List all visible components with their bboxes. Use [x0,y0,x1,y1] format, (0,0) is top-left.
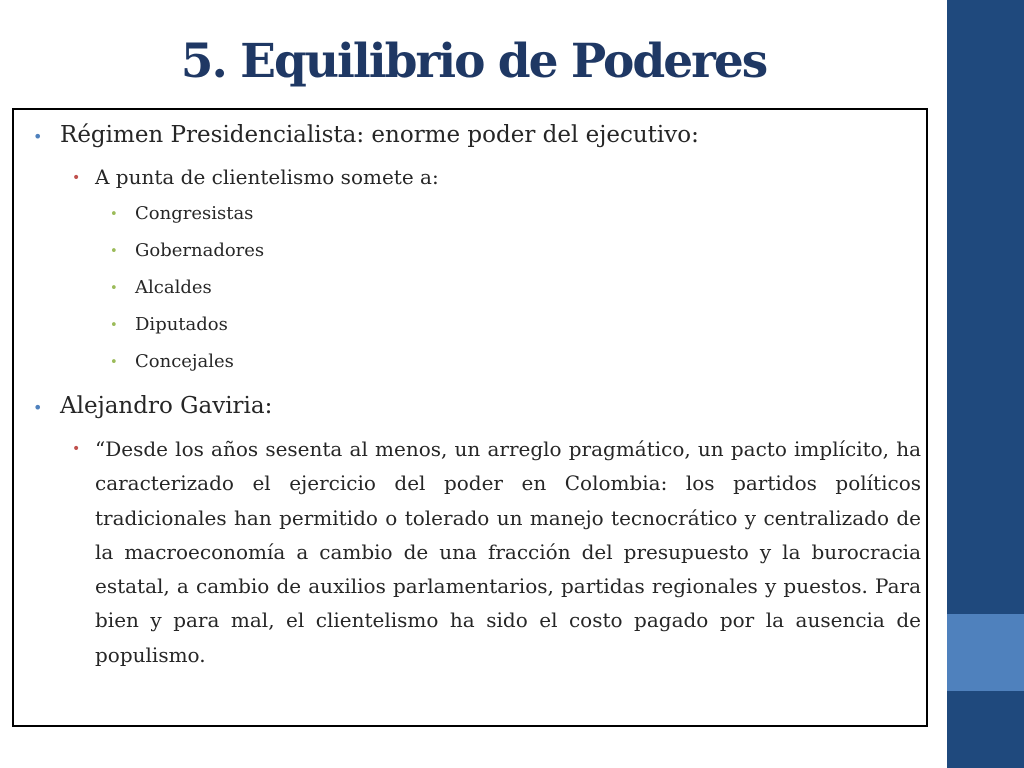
sidebar-accent-light [947,614,1024,691]
bullet-dot-icon: • [110,355,118,370]
gaviria-quote: “Desde los años sesenta al menos, un arreglo pragmático, un pacto implícito, ha caracterizado el ejercicio del poder en Colombia: los partidos políticos tradicionales han permitido o tolerado un manejo tecnocrático y centralizado de la macroeconomía a cambio de una fracción del presupuesto y la burocracia estatal, a cambio de auxilios parlamentarios, partidas regionales y puestos. Para bien y para mal, el clientelismo ha sido el costo pagado por la ausencia de populismo. [95,437,921,667]
bullet-congresistas: Congresistas [135,203,254,224]
bullet-dot-icon: • [33,127,43,146]
bullet-presidencialista: Régimen Presidencialista: enorme poder del ejecutivo: [60,122,699,148]
bullet-alcaldes: Alcaldes [135,277,212,298]
bullet-dot-icon: • [110,318,118,333]
bullet-diputados: Diputados [135,314,228,335]
bullet-dot-icon: • [72,170,81,186]
bullet-clientelismo: A punta de clientelismo somete a: [95,165,439,189]
bullet-gaviria: Alejandro Gaviria: [60,393,273,419]
bullet-dot-icon: • [110,281,118,296]
bullet-dot-icon: • [110,207,118,222]
bullet-dot-icon: • [72,441,81,457]
bullet-gobernadores: Gobernadores [135,240,265,261]
bullet-concejales: Concejales [135,351,234,372]
slide-title: 5. Equilibrio de Poderes [180,34,767,89]
bullet-dot-icon: • [110,244,118,259]
bullet-dot-icon: • [33,398,43,417]
